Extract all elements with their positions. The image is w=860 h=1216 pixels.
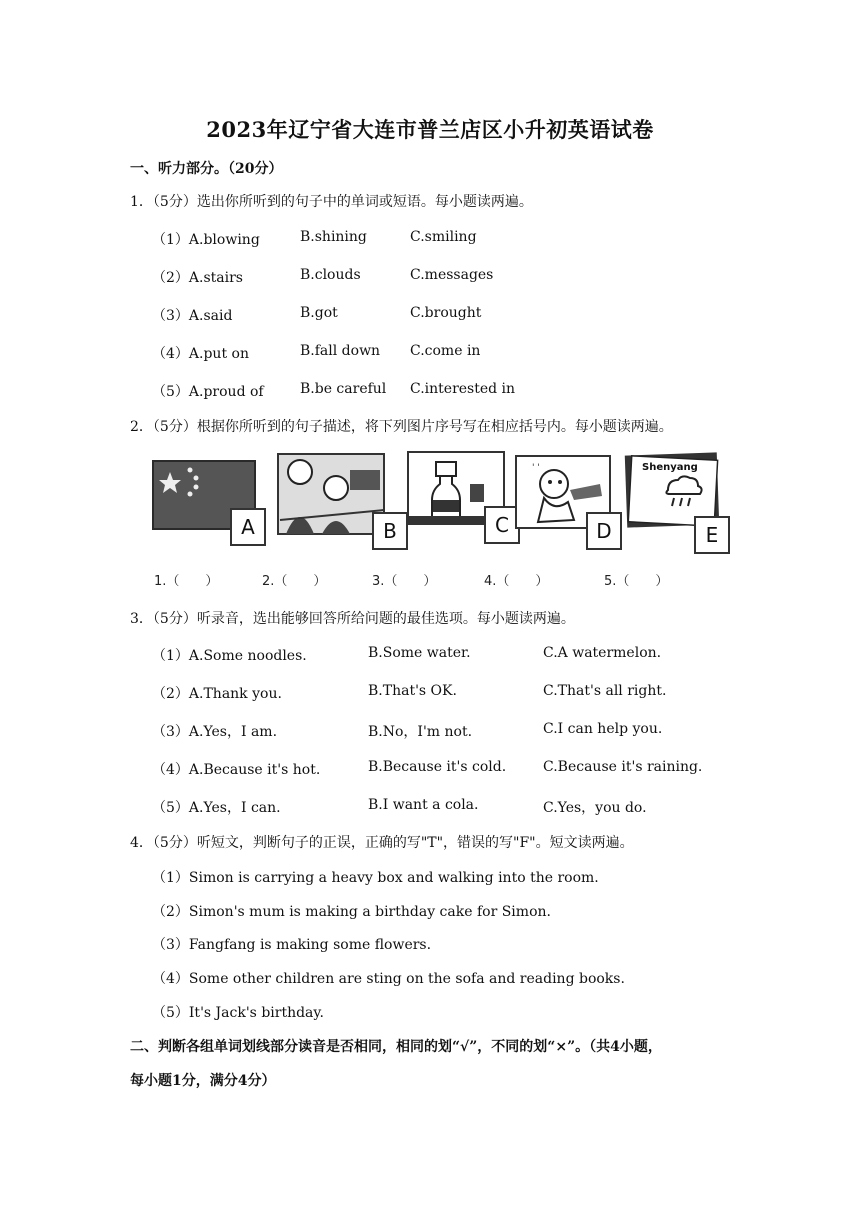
q4-item: （1）Simon is carrying a heavy box and walking into the room. [152, 870, 599, 886]
q1-option: B.shining [300, 229, 367, 245]
q1-option: （1）A.blowing [152, 232, 260, 248]
q4-item: （4）Some other children are sting on the sofa and reading books. [152, 971, 625, 987]
section2-heading-cont: 每小题1分，满分4分） [130, 1073, 276, 1089]
q1-option: C.come in [410, 343, 481, 359]
q1-option: （4）A.put on [152, 346, 249, 362]
q1-option: C.smiling [410, 229, 477, 245]
q4-item: （3）Fangfang is making some flowers. [152, 937, 432, 953]
answer-blank[interactable]: 1.（ ） [154, 574, 219, 589]
q1-option: C.interested in [410, 381, 516, 397]
q3-option: C.That's all right. [543, 683, 667, 699]
q1-option: C.brought [410, 305, 482, 321]
q3-option: C.Because it's raining. [543, 759, 703, 775]
picture-letter: B [372, 512, 408, 550]
q1-option: B.clouds [300, 267, 361, 283]
q3-option: B.I want a cola. [368, 797, 479, 813]
q2-pictures [148, 450, 732, 554]
picture-letter: D [586, 512, 622, 550]
q4-prompt: 4．（5分）听短文，判断句子的正误，正确的写"T"，错误的写"F"。短文读两遍。 [130, 835, 634, 851]
q3-option: （1）A.Some noodles. [152, 648, 307, 664]
q1-prompt: 1．（5分）选出你所听到的句子中的单词或短语。每小题读两遍。 [130, 194, 533, 210]
answer-blank[interactable]: 4.（ ） [484, 574, 549, 589]
section2-heading: 二、判断各组单词划线部分读音是否相同，相同的划“√”，不同的划“×”。（共4小题， [130, 1039, 662, 1055]
q1-option: B.be careful [300, 381, 387, 397]
weather-map-icon [624, 450, 732, 550]
q3-option: （2）A.Thank you. [152, 686, 282, 702]
q1-option: B.got [300, 305, 338, 321]
q2-prompt: 2．（5分）根据你所听到的句子描述，将下列图片序号写在相应括号内。每小题读两遍。 [130, 419, 673, 435]
picture-caption: Shenyang [642, 462, 698, 473]
q1-option: B.fall down [300, 343, 381, 359]
q1-option: （3）A.said [152, 308, 233, 324]
answer-blank[interactable]: 3.（ ） [372, 574, 437, 589]
page-title: 2023年辽宁省大连市普兰店区小升初英语试卷 [206, 117, 654, 142]
q3-option: C.Yes，you do. [543, 800, 647, 816]
q3-option: （5）A.Yes，I can. [152, 800, 281, 816]
picture-letter: A [230, 508, 266, 546]
boy-cartoon-icon [514, 450, 618, 550]
children-cartoon-icon [276, 450, 397, 550]
q3-option: （3）A.Yes，I am. [152, 724, 278, 740]
q3-option: B.No，I'm not. [368, 724, 473, 740]
q3-prompt: 3．（5分）听录音，选出能够回答所给问题的最佳选项。每小题读两遍。 [130, 611, 575, 627]
bottle-icon [406, 450, 516, 550]
q4-item: （2）Simon's mum is making a birthday cake for Simon. [152, 904, 551, 920]
answer-blank[interactable]: 5.（ ） [604, 574, 669, 589]
q1-option: （5）A.proud of [152, 384, 264, 400]
q3-option: C.A watermelon. [543, 645, 662, 661]
picture-letter: C [484, 506, 520, 544]
q3-option: B.Some water. [368, 645, 471, 661]
picture-letter: E [694, 516, 730, 554]
q1-option: C.messages [410, 267, 494, 283]
section1-heading: 一、听力部分。（20分） [130, 161, 283, 177]
china-flag-icon [148, 450, 266, 550]
svg-text:' ': ' ' [532, 463, 540, 473]
q3-option: （4）A.Because it's hot. [152, 762, 321, 778]
q3-option: C.I can help you. [543, 721, 663, 737]
q4-item: （5）It's Jack's birthday. [152, 1005, 324, 1021]
q1-option: （2）A.stairs [152, 270, 243, 286]
q3-option: B.Because it's cold. [368, 759, 507, 775]
answer-blank[interactable]: 2.（ ） [262, 574, 327, 589]
q3-option: B.That's OK. [368, 683, 457, 699]
